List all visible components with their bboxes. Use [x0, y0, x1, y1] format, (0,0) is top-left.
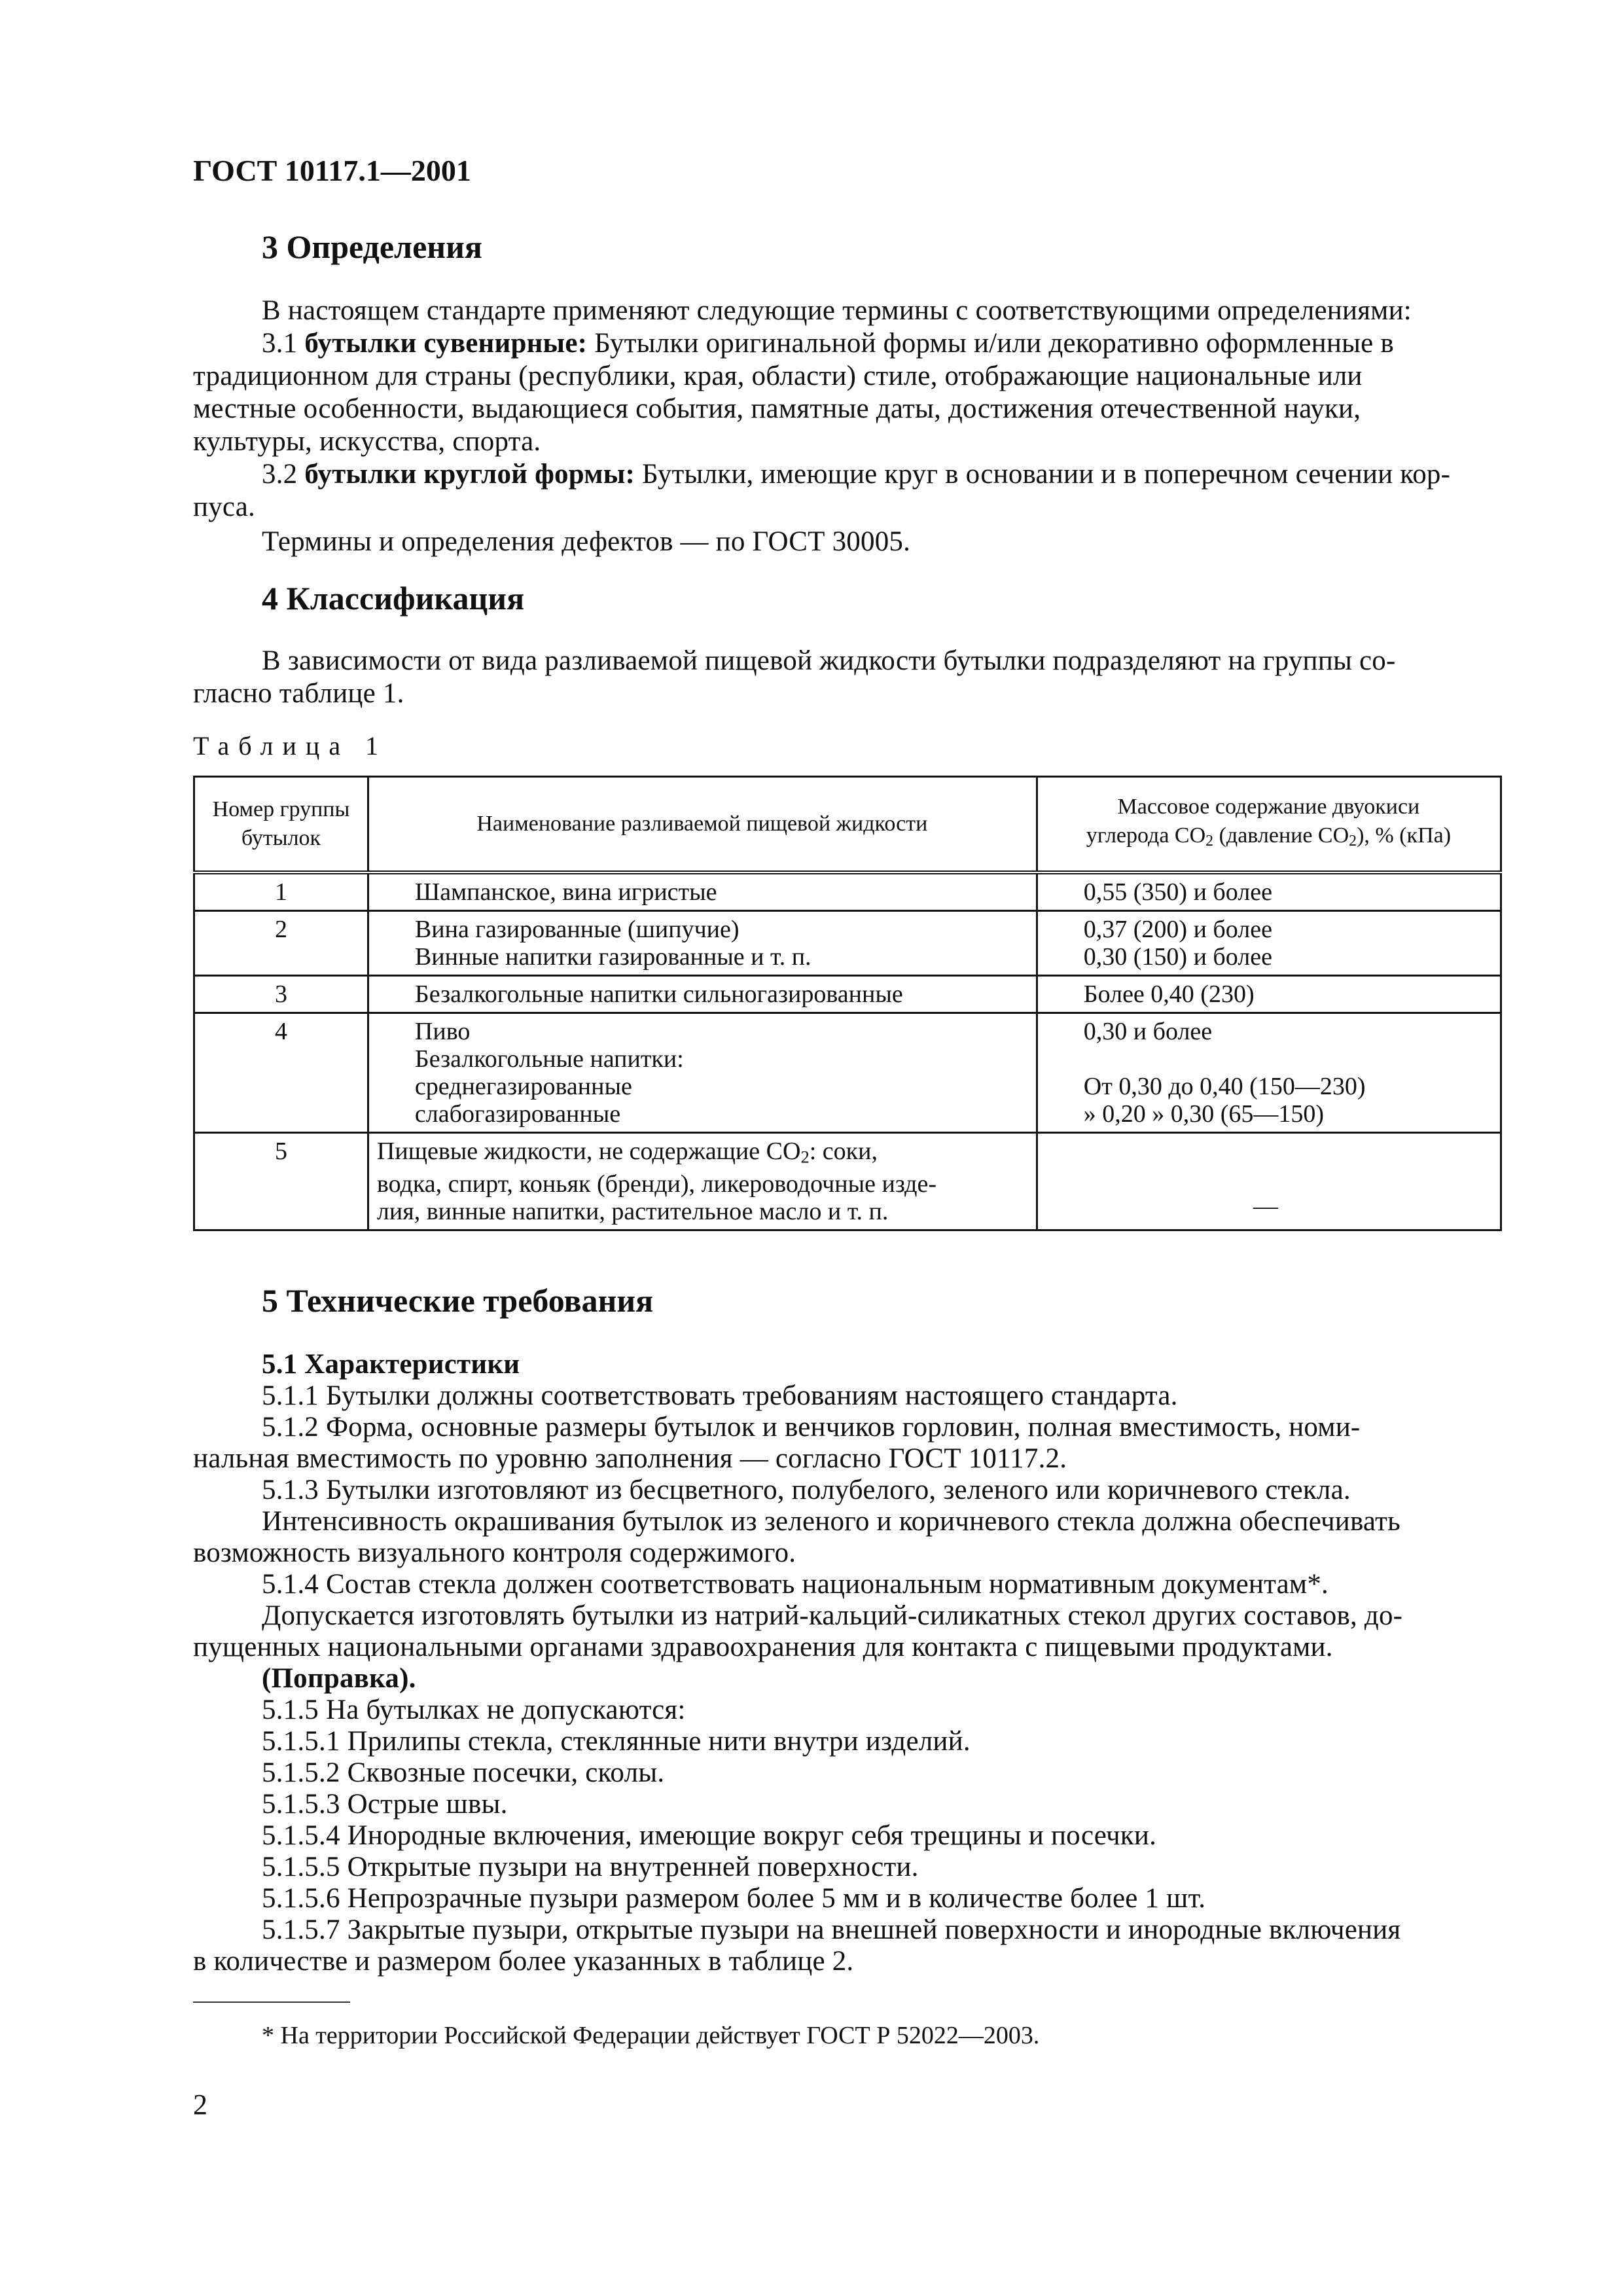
table-cell-liquid: Шампанское, вина игристые [368, 872, 1037, 911]
table-row [194, 911, 1501, 976]
table-cell-group: 2 [194, 911, 368, 976]
clause-5-1-3-line-2: Интенсивность окрашивания бутылок из зеленого и коричневого стекла должна обеспечивать [262, 1506, 1400, 1537]
table-cell-group: 3 [194, 976, 368, 1013]
definition-3-1-term: бутылки сувенирные: [304, 328, 588, 359]
clause-5-1-5-5: 5.1.5.5 Открытые пузыри на внутренней поверхности. [262, 1852, 919, 1882]
footnote-separator [193, 2001, 350, 2003]
definition-3-1-text: Бутылки оригинальной формы и/или декоративно оформленные в [594, 328, 1394, 359]
table-cell-liquid: Вина газированные (шипучие) Винные напитки газированные и т. п. [368, 911, 1037, 976]
definition-3-1-line-3: местные особенности, выдающиеся события, памятные даты, достижения отечественной науки, [193, 393, 1361, 424]
clause-5-1-2-line-2: нальная вместимость по уровню заполнения — согласно ГОСТ 10117.2. [193, 1443, 1067, 1474]
clause-5-1-5-6: 5.1.5.6 Непрозрачные пузыри размером более 5 мм и в количестве более 1 шт. [262, 1883, 1206, 1914]
table-cell-group: 4 [194, 1013, 368, 1133]
amendment-note: (Поправка). [262, 1663, 416, 1694]
definition-3-2-number: 3.2 [262, 459, 298, 490]
table-header-co2-content: Массовое содержание двуокиси углерода CO2 (давление CO2), % (кПа) [1037, 777, 1501, 873]
table-1 [193, 776, 1502, 1231]
clause-5-1-4-line-2: Допускается изготовлять бутылки из натрий-кальций-силикатных стекол других составов, до- [262, 1600, 1403, 1631]
clause-5-1-5-2: 5.1.5.2 Сквозные посечки, сколы. [262, 1757, 665, 1788]
table-cell-liquid: Безалкогольные напитки сильногазированные [368, 976, 1037, 1013]
clause-5-1-4-line-1: 5.1.4 Состав стекла должен соответствовать национальным нормативным документам*. [262, 1569, 1329, 1600]
table-header-row [194, 777, 1501, 873]
section-3-title: 3 Определения [262, 228, 482, 265]
definition-3-1-number: 3.1 [262, 328, 298, 359]
section-5-title: 5 Технические требования [262, 1282, 654, 1319]
definition-3-2-text: Бутылки, имеющие круг в основании и в поперечном сечении кор- [641, 459, 1451, 490]
clause-5-1-3-line-3: возможность визуального контроля содержимого. [193, 1537, 796, 1568]
definition-3-1-line-2: традиционном для страны (республики, края, области) стиле, отображающие национальные или [193, 361, 1363, 391]
table-cell-co2: — [1037, 1133, 1501, 1230]
table-cell-co2: Более 0,40 (230) [1037, 976, 1501, 1013]
clause-5-1-2-line-1: 5.1.2 Форма, основные размеры бутылок и венчиков горловин, полная вместимость, номи- [262, 1412, 1361, 1443]
footnote: * На территории Российской Федерации действует ГОСТ Р 52022—2003. [262, 2022, 1040, 2049]
table-row [194, 872, 1501, 911]
section-4-text-line-1: В зависимости от вида разливаемой пищевой жидкости бутылки подразделяют на группы со- [262, 645, 1396, 676]
table-cell-liquid: Пиво Безалкогольные напитки: среднегазированные слабогазированные [368, 1013, 1037, 1133]
clause-5-1-5: 5.1.5 На бутылках не допускаются: [262, 1695, 686, 1725]
definition-3-1-line-4: культуры, искусства, спорта. [193, 426, 541, 457]
table-row [194, 1013, 1501, 1133]
clause-5-1-3-line-1: 5.1.3 Бутылки изготовляют из бесцветного, полубелого, зеленого или коричневого стекла. [262, 1475, 1351, 1505]
document-header: ГОСТ 10117.1—2001 [193, 154, 471, 187]
table-cell-co2: 0,55 (350) и более [1037, 872, 1501, 911]
clause-5-1-4-line-3: пущенных национальными органами здравоохранения для контакта с пищевыми продуктами. [193, 1632, 1333, 1662]
table-1-label: Таблица 1 [193, 731, 388, 761]
section-4-text-line-2: гласно таблице 1. [193, 678, 404, 709]
definition-3-2-line-2: пуса. [193, 492, 255, 522]
clause-5-1-5-1: 5.1.5.1 Прилипы стекла, стеклянные нити внутри изделий. [262, 1726, 971, 1757]
section-5-1-title: 5.1 Характеристики [262, 1349, 520, 1380]
table-row [194, 976, 1501, 1013]
table-row [194, 1133, 1501, 1230]
definition-3-2-term: бутылки круглой формы: [304, 459, 635, 490]
defects-reference: Термины и определения дефектов — по ГОСТ 30005. [262, 526, 911, 557]
page-number: 2 [193, 2089, 207, 2121]
clause-5-1-5-7-line-2: в количестве и размером более указанных в таблице 2. [193, 1946, 854, 1977]
table-cell-group: 5 [194, 1133, 368, 1230]
table-cell-group: 1 [194, 872, 368, 911]
clause-5-1-5-7-line-1: 5.1.5.7 Закрытые пузыри, открытые пузыри на внешней поверхности и инородные включения [262, 1914, 1401, 1945]
section-4-title: 4 Классификация [262, 580, 525, 617]
clause-5-1-5-3: 5.1.5.3 Острые швы. [262, 1789, 508, 1820]
clause-5-1-1: 5.1.1 Бутылки должны соответствовать требованиям настоящего стандарта. [262, 1380, 1178, 1411]
table-header-liquid-name: Наименование разливаемой пищевой жидкости [368, 777, 1037, 873]
table-cell-co2: 0,30 и более От 0,30 до 0,40 (150—230) » 0,20 » 0,30 (65—150) [1037, 1013, 1501, 1133]
section-3-intro: В настоящем стандарте применяют следующие термины с соответствующими определениями: [262, 295, 1412, 326]
table-header-group-number: Номер группы бутылок [194, 777, 368, 873]
table-cell-co2: 0,37 (200) и более 0,30 (150) и более [1037, 911, 1501, 976]
clause-5-1-5-4: 5.1.5.4 Инородные включения, имеющие вокруг себя трещины и посечки. [262, 1820, 1157, 1851]
definition-3-1 [262, 327, 1394, 359]
definition-3-2 [262, 458, 1450, 490]
table-cell-liquid: Пищевые жидкости, не содержащие $CO_2$: соки, водка, спирт, коньяк (бренди), ликероводочные изде- лия, винные напитки, растительное масло и т. п. [368, 1133, 1037, 1230]
